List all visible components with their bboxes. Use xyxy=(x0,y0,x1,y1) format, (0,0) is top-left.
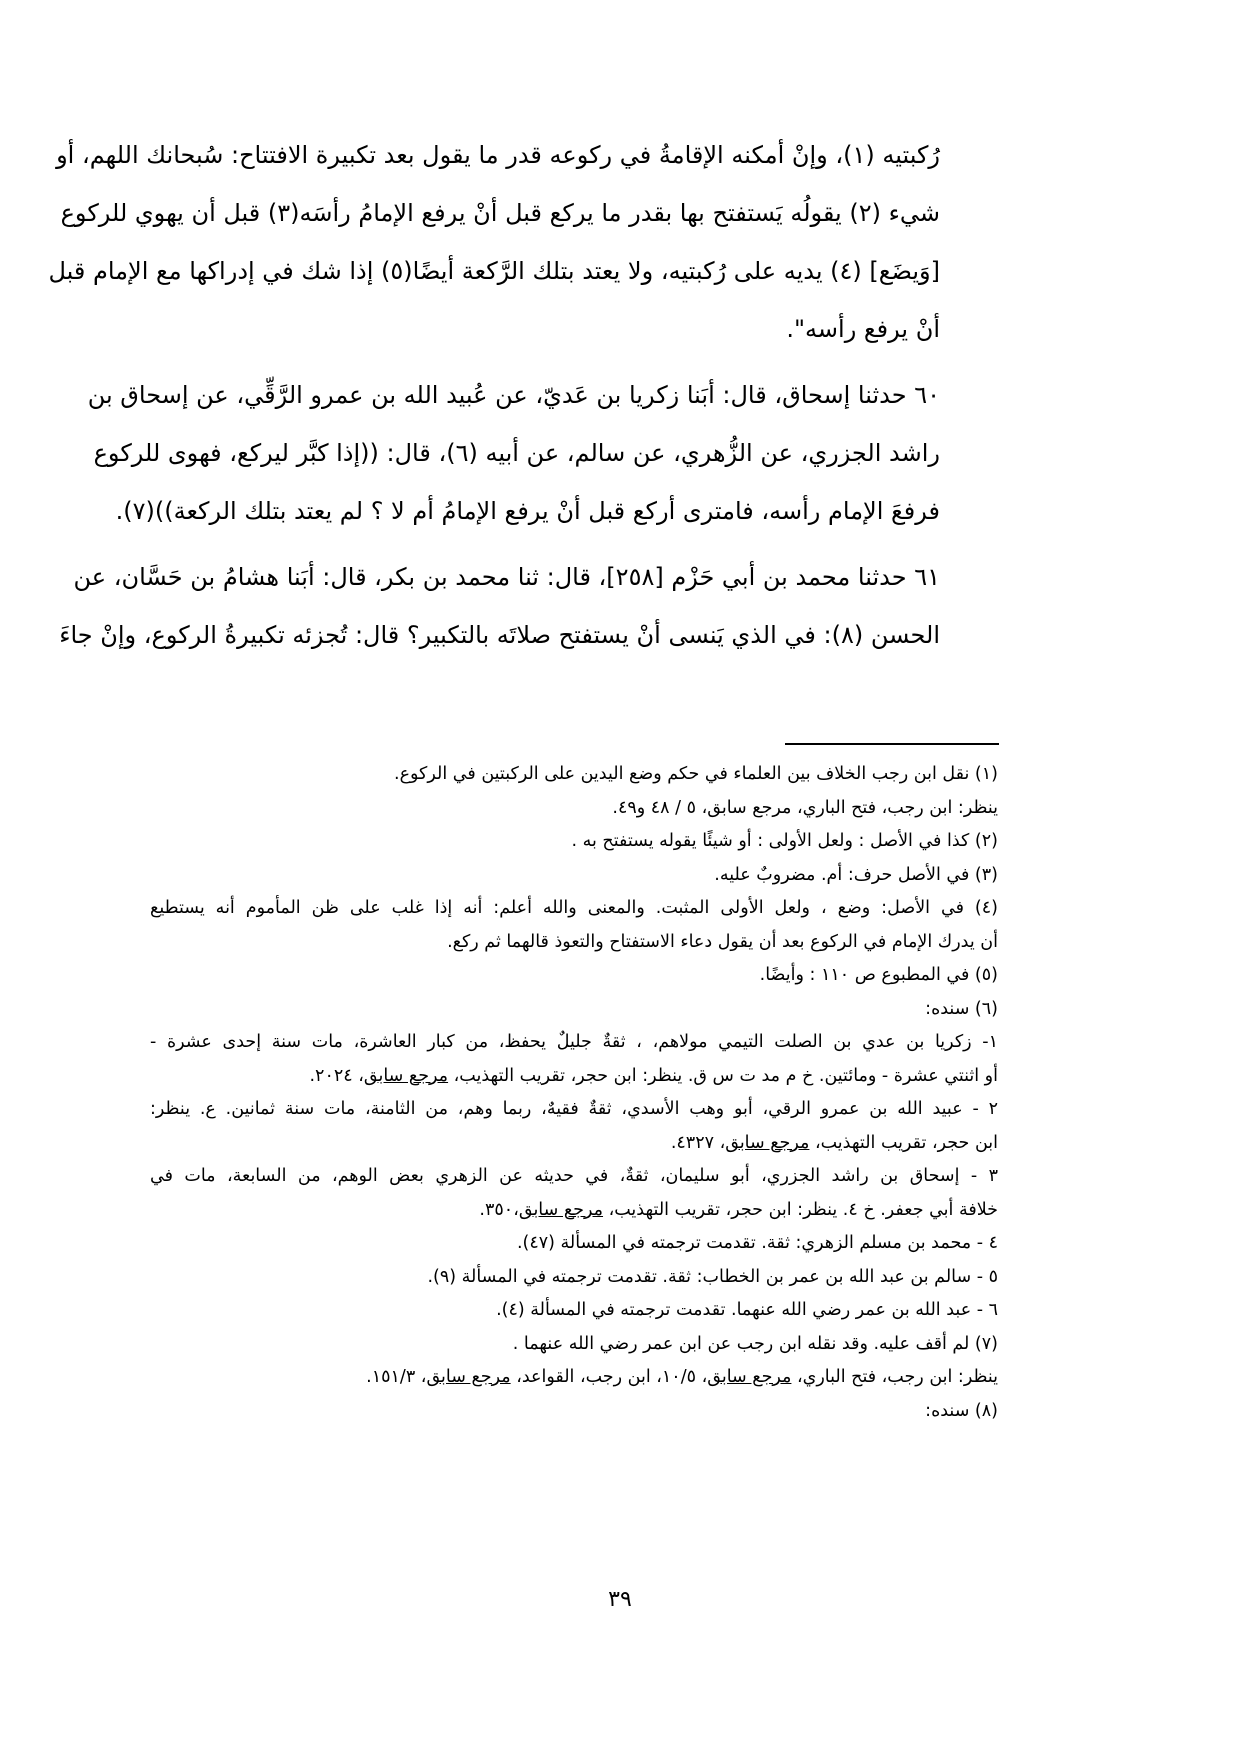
footnote-1-reference: ينظر: ابن رجب، فتح الباري، مرجع سابق، ٥ / ٤٨ و٤٩. xyxy=(612,797,998,818)
page-number: ٣٩ xyxy=(608,1587,632,1612)
reference-number: ،٣٥٠. xyxy=(479,1199,519,1220)
main-line-4: أنْ يرفع رأسه". xyxy=(786,315,940,343)
footnote-8: (٨) سنده: xyxy=(925,1400,998,1421)
reference-text: خلافة أبي جعفر. خ ٤. ينظر: ابن حجر، تقريب التهذيب، xyxy=(603,1199,998,1220)
hadith-60-line-2: راشد الجزري، عن الزُّهري، عن سالم، عن أبيه (٦)، قال: ((إذا كبَّر ليركع، فهوى للركوع xyxy=(93,439,940,467)
footnote-6-narrator-2-line-1: ٢ - عبيد الله بن عمرو الرقي، أبو وهب الأسدي، ثقةٌ فقيهٌ، ربما وهم، من الثامنة، مات سنة ثمانين. ع. ينظر: xyxy=(150,1099,998,1119)
footnote-4-line-1: (٤) في الأصل: وضع ، ولعل الأولى المثبت. والمعنى والله أعلم: أنه إذا غلب على ظن المأموم أنه يستطيع xyxy=(150,898,998,918)
hadith-61-line-1: ٦١ حدثنا محمد بن أبي حَزْم [٢٥٨]، قال: ثنا محمد بن بكر، قال: أبَنا هشامُ بن حَسَّان، عن xyxy=(73,563,940,591)
reference-text: ، ١٠/٥، ابن رجب، القواعد، xyxy=(510,1367,708,1387)
reference-link: مرجع سابق xyxy=(725,1132,810,1153)
footnote-6-narrator-3-line-2 xyxy=(150,1194,998,1228)
reference-link: مرجع سابق xyxy=(707,1367,792,1387)
footnote-4-line-2: أن يدرك الإمام في الركوع بعد أن يقول دعاء الاستفتاح والتعوذ قالهما ثم ركع. xyxy=(447,931,998,952)
reference-number: ، ٤٣٢٧. xyxy=(670,1132,726,1153)
reference-number: ، ٢٠٢٤. xyxy=(309,1065,364,1086)
reference-number: ، ١٥١/٣. xyxy=(366,1367,427,1387)
hadith-60-line-1: ٦٠ حدثنا إسحاق، قال: أبَنا زكريا بن عَديّ، عن عُبيد الله بن عمرو الرَّقِّي، عن إسحاق بن xyxy=(87,381,940,409)
main-line-2: شيء (٢) يقولُه يَستفتح بها بقدر ما يركع قبل أنْ يرفع الإمامُ رأسَه(٣) قبل أن يهوي للركوع xyxy=(60,199,940,227)
footnote-7-reference xyxy=(150,1361,998,1395)
reference-link: مرجع سابق xyxy=(518,1199,604,1220)
main-line-3: [وَيضَع] (٤) يديه على رُكبتيه، ولا يعتد بتلك الرَّكعة أيضًا(٥) إذا شك في إدراكها مع الإمام قبل xyxy=(48,257,940,285)
footnote-6: (٦) سنده: xyxy=(925,998,998,1019)
footnote-2: (٢) كذا في الأصل : ولعل الأولى : أو شيئًا يقوله يستفتح به . xyxy=(571,831,998,851)
footnote-6-narrator-2-line-2 xyxy=(150,1127,998,1161)
reference-link: مرجع سابق xyxy=(363,1065,449,1086)
main-text xyxy=(48,126,940,664)
reference-text: أو اثنتي عشرة - ومائتين. خ م مد ت س ق. ينظر: ابن حجر، تقريب التهذيب، xyxy=(448,1065,998,1086)
footnote-6-narrator-6: ٦ - عبد الله بن عمر رضي الله عنهما. تقدمت ترجمته في المسألة (٤). xyxy=(496,1300,998,1320)
footnote-6-narrator-3-line-1: ٣ - إسحاق بن راشد الجزري، أبو سليمان، ثقةٌ، في حديثه عن الزهري بعض الوهم، من السابعة، مات في xyxy=(150,1166,998,1186)
footnote-6-narrator-4: ٤ - محمد بن مسلم الزهري: ثقة. تقدمت ترجمته في المسألة (٤٧). xyxy=(516,1233,998,1253)
footnote-6-narrator-1-line-1: ١- زكريا بن عدي بن الصلت التيمي مولاهم، ، ثقةٌ جليلٌ يحفظ، من كبار العاشرة، مات سنة إحدى عشرة - xyxy=(150,1032,998,1052)
footnote-7: (٧) لم أقف عليه. وقد نقله ابن رجب عن ابن عمر رضي الله عنهما . xyxy=(512,1333,998,1354)
reference-text: ينظر: ابن رجب، فتح الباري، xyxy=(791,1367,998,1387)
footnote-6-narrator-1-line-2 xyxy=(150,1060,998,1094)
main-line-1: رُكبتيه (١)، وإنْ أمكنه الإقامةُ في ركوعه قدر ما يقول بعد تكبيرة الافتتاح: سُبحانك اللهم، أو xyxy=(56,141,940,169)
reference-text: ابن حجر، تقريب التهذيب، xyxy=(809,1132,998,1153)
hadith-60-line-3: فرفعَ الإمام رأسه، فامترى أركع قبل أنْ يرفع الإمامُ أم لا ؟ لم يعتد بتلك الركعة))(٧). xyxy=(115,497,940,525)
footnote-3: (٣) في الأصل حرف: أم. مضروبٌ عليه. xyxy=(714,864,998,885)
footnote-1: (١) نقل ابن رجب الخلاف بين العلماء في حكم وضع اليدين على الركبتين في الركوع. xyxy=(394,764,998,784)
footnote-separator xyxy=(785,743,999,745)
footnote-6-narrator-5: ٥ - سالم بن عبد الله بن عمر بن الخطاب: ثقة. تقدمت ترجمته في المسألة (٩). xyxy=(427,1266,998,1287)
footnotes xyxy=(150,758,998,1428)
reference-link: مرجع سابق xyxy=(426,1367,511,1387)
footnote-5: (٥) في المطبوع ص ١١٠ : وأيضًا. xyxy=(759,965,998,985)
hadith-61-line-2: الحسن (٨): في الذي يَنسى أنْ يستفتح صلاتَه بالتكبير؟ قال: تُجزئه تكبيرةُ الركوع، وإنْ جاءَ xyxy=(59,621,940,649)
